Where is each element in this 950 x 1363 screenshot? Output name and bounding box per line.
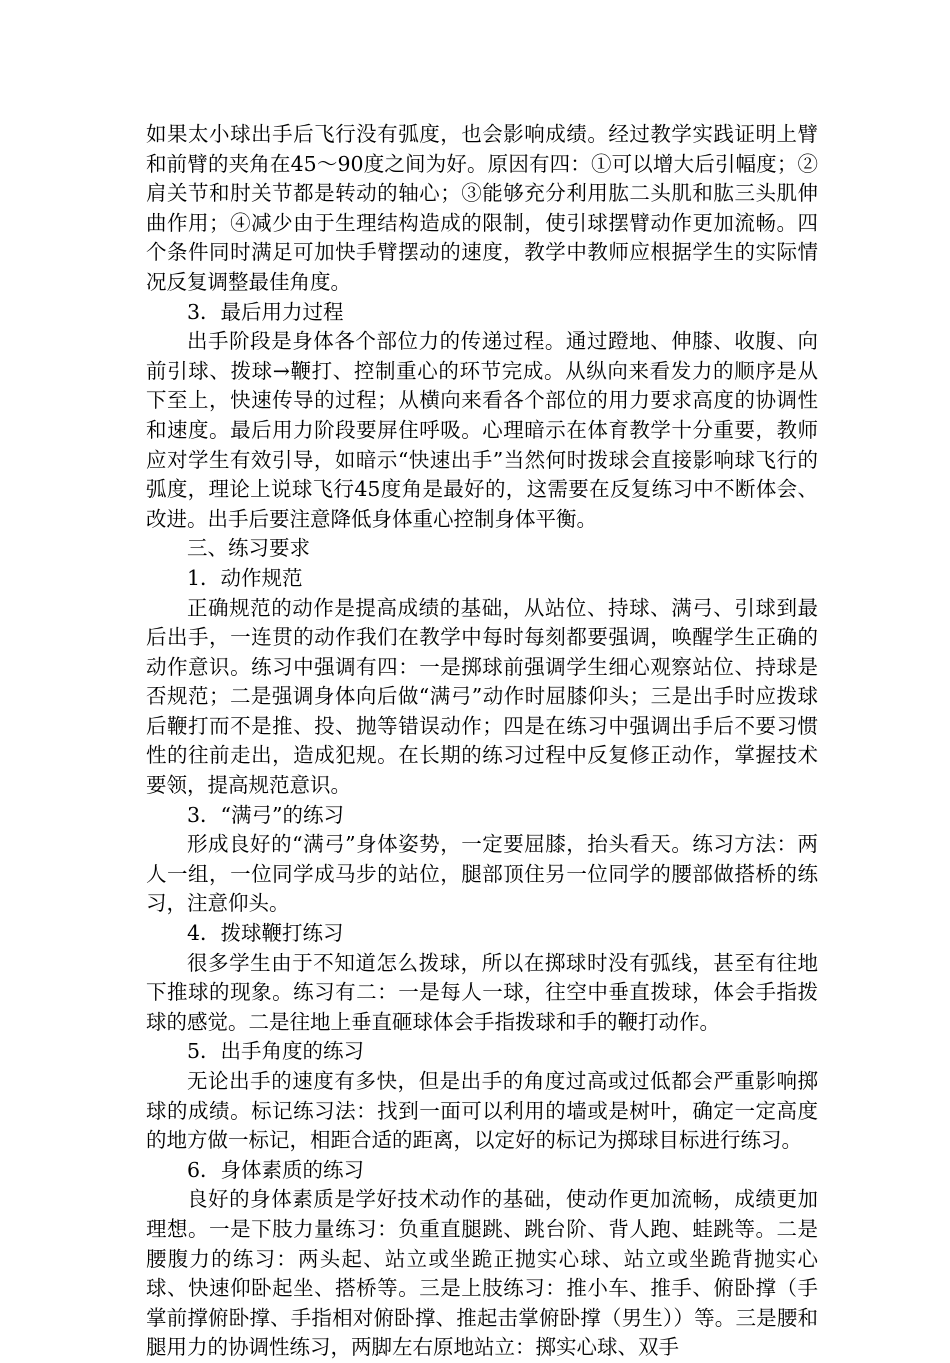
- paragraph-flick-whip: 很多学生由于不知道怎么拨球，所以在掷球时没有弧线，甚至有往地下推球的现象。练习有二：一是每人一球，往空中垂直拨球，体会手指拨球的感觉。二是往地上垂直砸球体会手指拨球和手的鞭打动作。: [146, 950, 818, 1034]
- document-body: [146, 120, 818, 1363]
- paragraph-release-angle: 无论出手的速度有多快，但是出手的角度过高或过低都会严重影响掷球的成绩。标记练习法：找到一面可以利用的墙或是树叶，确定一定高度的地方做一标记，相距合适的距离，以定好的标记为掷球目标进行练习。: [146, 1069, 818, 1153]
- paragraph-release-stage: 出手阶段是身体各个部位力的传递过程。通过蹬地、伸膝、收腹、向前引球、拨球→鞭打、控制重心的环节完成。从纵向来看发力的顺序是从下至上，快速传导的过程；从横向来看各个部位的用力要求高度的协调性和速度。最后用力阶段要屏住呼吸。心理暗示在体育教学十分重要，教师应对学生有效引导，如暗示“快速出手”当然何时拨球会直接影响球飞行的弧度，理论上说球飞行45度角是最好的，这需要在反复练习中不断体会、改进。出手后要注意降低身体重心控制身体平衡。: [146, 329, 818, 531]
- heading-standard-action: 1．动作规范: [187, 565, 303, 590]
- heading-final-force: 3．最后用力过程: [187, 299, 344, 324]
- heading-release-angle: 5．出手角度的练习: [187, 1039, 365, 1064]
- heading-physical-fitness: 6．身体素质的练习: [187, 1157, 365, 1182]
- heading-flick-whip: 4．拨球鞭打练习: [187, 921, 344, 946]
- paragraph-physical-fitness: 良好的身体素质是学好技术动作的基础，使动作更加流畅，成绩更加理想。一是下肢力量练习：负重直腿跳、跳台阶、背人跑、蛙跳等。二是腰腹力的练习：两头起、站立或坐跪正抛实心球、站立或坐跪背抛实心球、快速仰卧起坐、搭桥等。三是上肢练习：推小车、推手、俯卧撑（手掌前撑俯卧撑、手指相对俯卧撑、推起击掌俯卧撑（男生））等。三是腰和腿用力的协调性练习，两脚左右原地站立：掷实心球、双手: [146, 1187, 818, 1360]
- paragraph-full-bow: 形成良好的“满弓”身体姿势，一定要屈膝，抬头看天。练习方法：两人一组，一位同学成马步的站位，腿部顶住另一位同学的腰部做搭桥的练习，注意仰头。: [146, 832, 818, 916]
- paragraph-standard-action: 正确规范的动作是提高成绩的基础，从站位、持球、满弓、引球到最后出手，一连贯的动作我们在教学中每时每刻都要强调，唤醒学生正确的动作意识。练习中强调有四：一是掷球前强调学生细心观察站位、持球是否规范；二是强调身体向后做“满弓”动作时屈膝仰头；三是出手时应拨球后鞭打而不是推、投、抛等错误动作；四是在练习中强调出手后不要习惯性的往前走出，造成犯规。在长期的练习过程中反复修正动作，掌握技术要领，提高规范意识。: [146, 595, 818, 798]
- heading-practice-requirements: 三、练习要求: [187, 536, 310, 561]
- paragraph-arm-angle: 如果太小球出手后飞行没有弧度，也会影响成绩。经过教学实践证明上臂和前臂的夹角在45～90度之间为好。原因有四：①可以增大后引幅度；②肩关节和肘关节都是转动的轴心；③能够充分利用肱二头肌和肱三头肌伸曲作用；④减少由于生理结构造成的限制，使引球摆臂动作更加流畅。四个条件同时满足可加快手臂摆动的速度，教学中教师应根据学生的实际情况反复调整最佳角度。: [146, 122, 818, 294]
- heading-full-bow: 3．“满弓”的练习: [187, 802, 345, 827]
